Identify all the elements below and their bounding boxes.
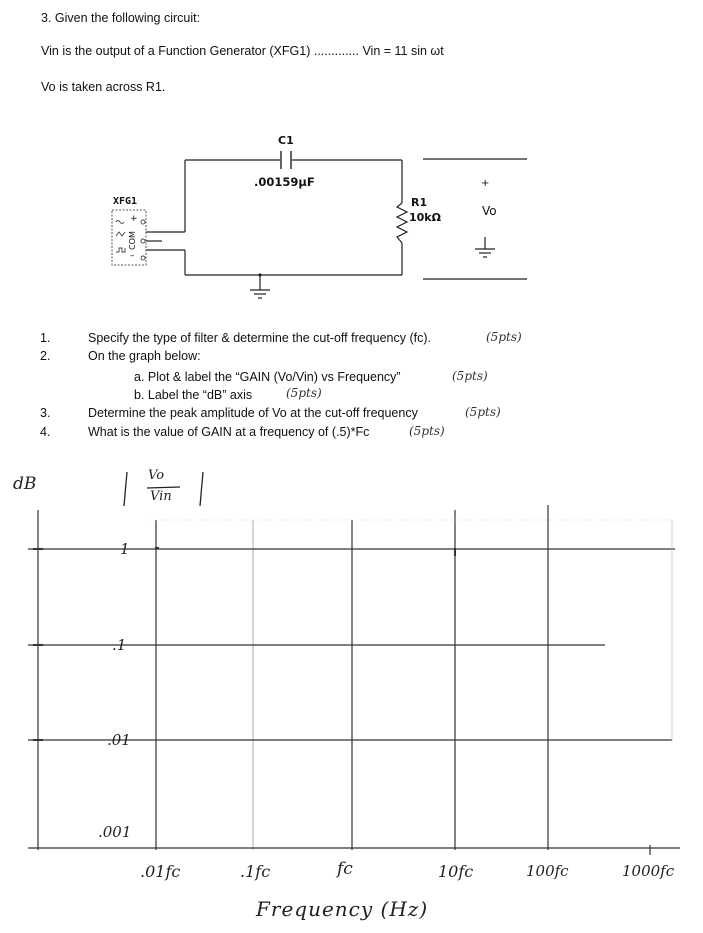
question-number: 4. xyxy=(40,425,51,439)
generator-com-label: COM xyxy=(127,231,137,250)
question-subitem-text: a. Plot & label the “GAIN (Vo/Vin) vs Frequency” xyxy=(134,370,401,384)
question-text: On the graph below: xyxy=(88,349,201,363)
output-plus-label: + xyxy=(481,178,490,189)
question-number: 2. xyxy=(40,349,51,363)
x-axis-label: Frequency (Hz) xyxy=(256,897,429,921)
question-points: (5pts) xyxy=(486,330,522,344)
x-tick-label: .01fc xyxy=(140,862,181,881)
x-tick-label: fc xyxy=(337,859,353,879)
y-tick-label: .1 xyxy=(112,636,127,654)
output-ground-symbol xyxy=(475,249,495,257)
resistor-symbol xyxy=(397,203,407,243)
generator-plus-label: + xyxy=(130,214,138,224)
generator-label: XFG1 xyxy=(113,196,138,207)
question-points: (5pts) xyxy=(452,369,488,383)
question-points: (5pts) xyxy=(465,405,501,419)
y-tick-label: .001 xyxy=(98,823,132,841)
capacitor-value: .00159µF xyxy=(254,175,315,189)
vo-description: Vo is taken across R1. xyxy=(41,80,166,94)
vin-description: Vin is the output of a Function Generator (XFG1) ............. Vin = 11 sin ωt xyxy=(41,44,444,58)
gain-denominator: Vin xyxy=(150,489,172,504)
x-tick-label: .1fc xyxy=(240,862,271,881)
generator-minus-label: – xyxy=(130,251,135,261)
question-number: 1. xyxy=(40,331,51,345)
gain-numerator: Vo xyxy=(148,468,165,483)
x-tick-label: 100fc xyxy=(526,862,569,880)
capacitor-label: C1 xyxy=(278,134,294,147)
x-tick-label: 10fc xyxy=(438,862,474,881)
question-subitem-text: b. Label the “dB” axis xyxy=(134,388,253,402)
ground-symbol xyxy=(250,290,270,298)
db-axis-label: dB xyxy=(13,474,37,494)
resistor-label: R1 xyxy=(411,196,428,209)
y-tick-label: .01 xyxy=(107,731,131,749)
output-vo-label: Vo xyxy=(482,204,497,218)
capacitor-symbol xyxy=(281,151,291,169)
question-text: Determine the peak amplitude of Vo at the cut-off frequency xyxy=(88,406,418,420)
x-tick-label: 1000fc xyxy=(622,862,675,880)
y-tick-label: 1 xyxy=(120,540,130,558)
question-points: (5pts) xyxy=(409,424,445,438)
problem-heading: 3. Given the following circuit: xyxy=(41,11,201,25)
question-points: (5pts) xyxy=(286,386,322,400)
question-text: What is the value of GAIN at a frequency of (.5)*Fc xyxy=(88,425,370,439)
resistor-value: 10kΩ xyxy=(409,211,441,224)
question-text: Specify the type of filter & determine the cut-off frequency (fc). xyxy=(88,331,431,345)
question-number: 3. xyxy=(40,406,51,420)
